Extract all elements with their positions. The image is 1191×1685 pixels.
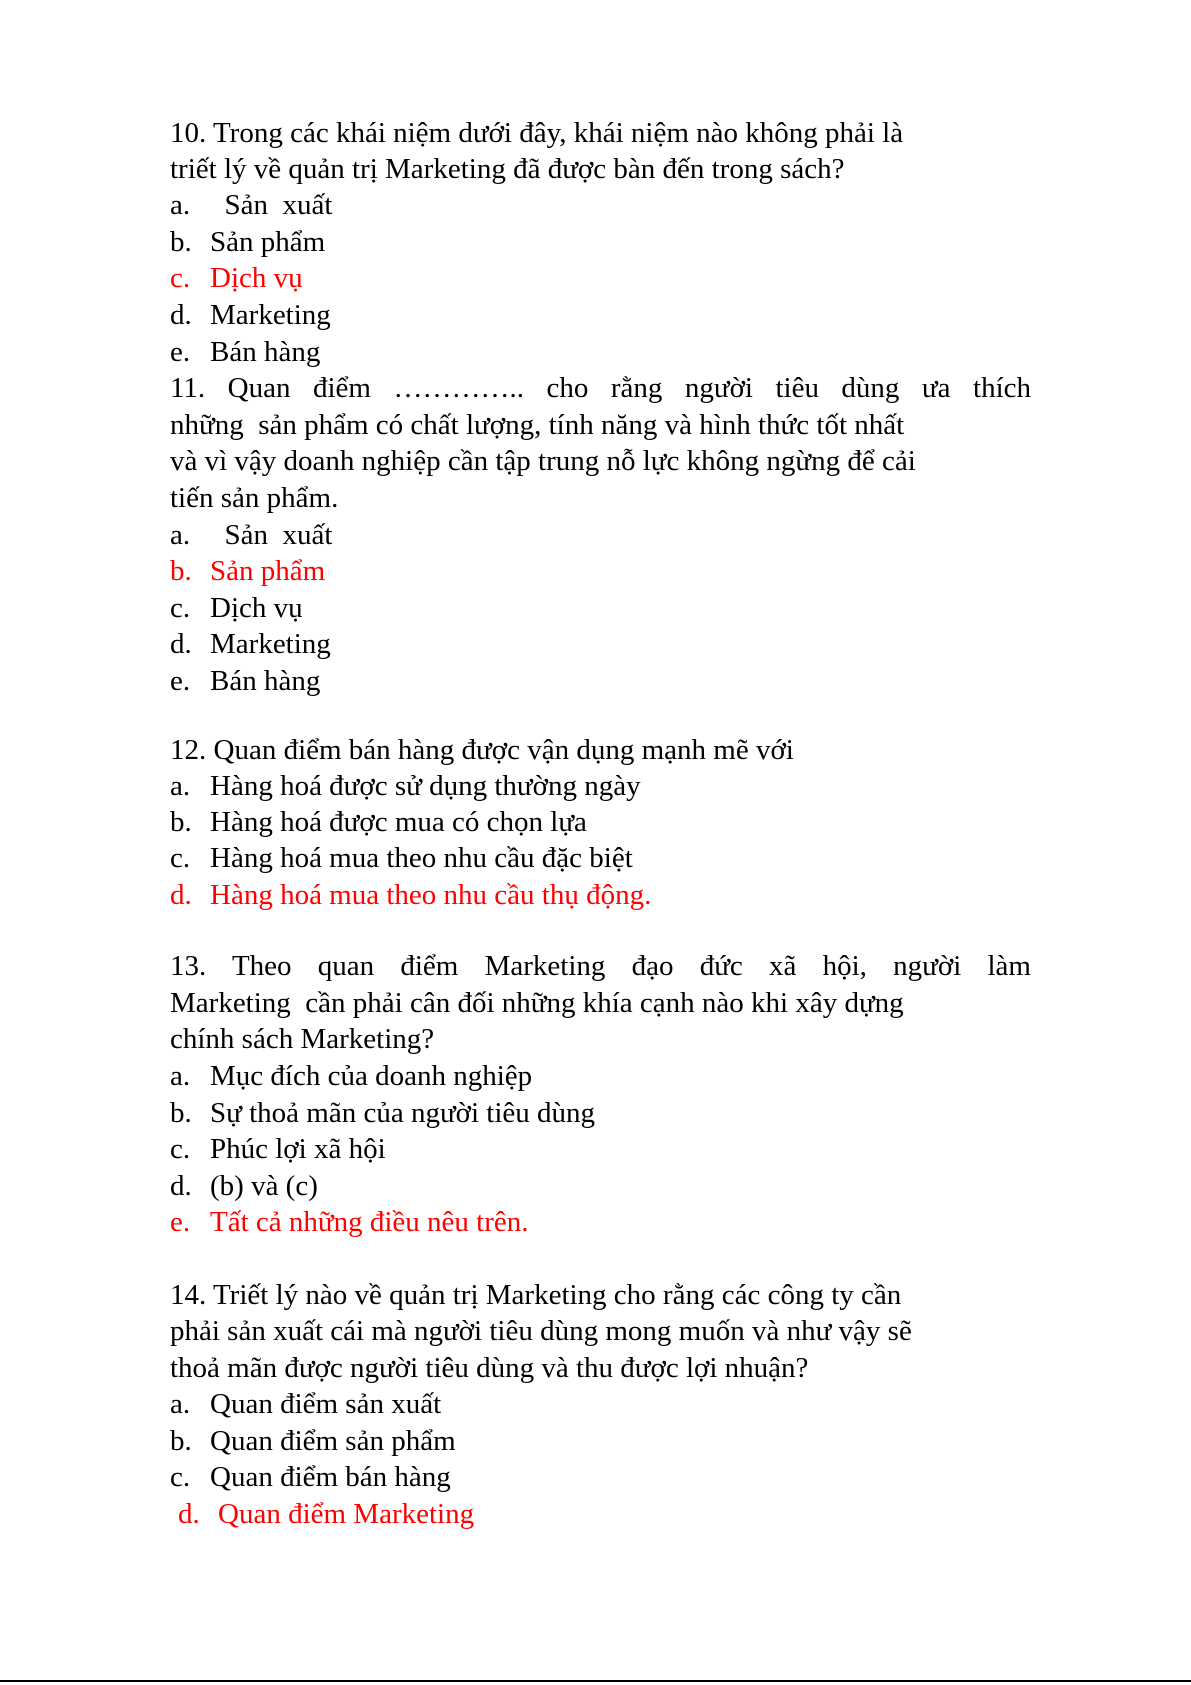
option-b: b. Hàng hoá được mua có chọn lựa <box>170 806 587 838</box>
question-11-text: 11. Quan điểm ………….. cho rằng người tiêu dùng ưa thích <box>170 372 1031 404</box>
option-d: d. Marketing <box>170 628 331 660</box>
question-13-text: chính sách Marketing? <box>170 1023 435 1055</box>
option-b: b. Quan điểm sản phẩm <box>170 1425 456 1457</box>
question-13-text: 13. Theo quan điểm Marketing đạo đức xã hội, người làm <box>170 950 1031 982</box>
option-c-answer: c. Dịch vụ <box>170 262 303 294</box>
question-14-text: phải sản xuất cái mà người tiêu dùng mong muốn và như vậy sẽ <box>170 1315 912 1347</box>
option-d: d. Marketing <box>170 299 331 331</box>
question-14-text: thoả mãn được người tiêu dùng và thu được lợi nhuận? <box>170 1352 809 1384</box>
option-d-answer: d. Quan điểm Marketing <box>178 1498 475 1530</box>
option-c: c. Dịch vụ <box>170 592 303 624</box>
option-b-answer: b. Sản phẩm <box>170 555 326 587</box>
question-11-text: và vì vậy doanh nghiệp cần tập trung nỗ lực không ngừng để cải <box>170 445 916 477</box>
option-d-answer: d. Hàng hoá mua theo nhu cầu thụ động. <box>170 879 652 911</box>
question-14-text: 14. Triết lý nào về quản trị Marketing cho rằng các công ty cần <box>170 1279 902 1311</box>
page-bottom-rule <box>0 1680 1191 1682</box>
option-c: c. Quan điểm bán hàng <box>170 1461 451 1493</box>
option-c: c. Phúc lợi xã hội <box>170 1133 386 1165</box>
option-d: d. (b) và (c) <box>170 1170 318 1202</box>
option-a: a. Quan điểm sản xuất <box>170 1388 442 1420</box>
question-12-text: 12. Quan điểm bán hàng được vận dụng mạnh mẽ với <box>170 734 794 766</box>
question-10-text: 10. Trong các khái niệm dưới đây, khái niệm nào không phải là <box>170 117 904 149</box>
option-c: c. Hàng hoá mua theo nhu cầu đặc biệt <box>170 842 633 874</box>
question-10-text: triết lý về quản trị Marketing đã được bàn đến trong sách? <box>170 153 845 185</box>
option-b: b. Sản phẩm <box>170 226 326 258</box>
option-b: b. Sự thoả mãn của người tiêu dùng <box>170 1097 596 1129</box>
question-13-text: Marketing cần phải cân đối những khía cạnh nào khi xây dựng <box>170 987 904 1019</box>
option-a: a. Sản xuất <box>170 519 333 551</box>
question-11-text: những sản phẩm có chất lượng, tính năng và hình thức tốt nhất <box>170 409 905 441</box>
question-11-text: tiến sản phẩm. <box>170 482 339 514</box>
option-e: e. Bán hàng <box>170 336 321 368</box>
option-a: a. Hàng hoá được sử dụng thường ngày <box>170 770 641 802</box>
option-e-answer: e. Tất cả những điều nêu trên. <box>170 1206 529 1238</box>
option-e: e. Bán hàng <box>170 665 321 697</box>
option-a: a. Mục đích của doanh nghiệp <box>170 1060 533 1092</box>
option-a: a. Sản xuất <box>170 189 333 221</box>
